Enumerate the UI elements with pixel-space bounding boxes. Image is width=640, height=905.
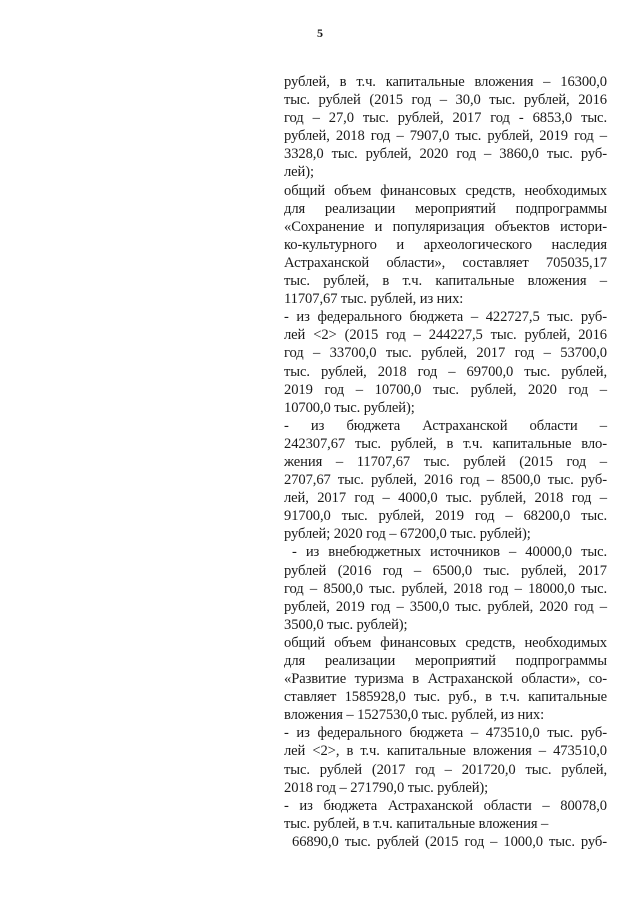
text-line: для реализации мероприятий подпрограммы: [284, 653, 607, 669]
text-line: «Развитие туризма в Астраханской области», со-: [284, 671, 607, 688]
text-line: тыс. рублей, в т.ч. капитальные вложения –: [284, 273, 607, 290]
text-line: 2019 год – 10700,0 тыс. рублей, 2020 год –: [284, 381, 607, 398]
text-line: 10700,0 тыс. рублей);: [284, 399, 415, 416]
text-line: лей <2> (2015 год – 244227,5 тыс. рублей, 2016: [284, 327, 607, 344]
text-line: рублей (2016 год – 6500,0 тыс. рублей, 2017: [284, 562, 607, 579]
page-number: 5: [317, 26, 323, 40]
text-line: лей <2>, в т.ч. капитальные вложения – 473510,0: [284, 743, 607, 760]
text-line: «Сохранение и популяризация объектов истори-: [284, 218, 607, 235]
text-line: 2018 год – 271790,0 тыс. рублей);: [284, 779, 489, 796]
text-line: лей);: [284, 164, 314, 181]
text-line: 91700,0 тыс. рублей, 2019 год – 68200,0 тыс.: [284, 508, 607, 525]
text-line: - из внебюджетных источников – 40000,0 тыс.: [292, 544, 607, 561]
text-line: тыс. рублей, 2018 год – 69700,0 тыс. рублей,: [284, 363, 607, 380]
document-text-column: [284, 73, 607, 851]
text-line: тыс. рублей (2017 год – 201720,0 тыс. рублей,: [284, 761, 607, 778]
text-line: - из федерального бюджета – 473510,0 тыс. руб-: [284, 725, 607, 742]
text-line: ко-культурного и археологического наследия: [284, 236, 607, 253]
text-line: Астраханской области», составляет 705035,17: [284, 254, 607, 271]
text-line: тыс. рублей, в т.ч. капитальные вложения –: [284, 815, 549, 832]
text-line: тыс. рублей (2015 год – 30,0 тыс. рублей, 2016: [284, 92, 607, 109]
text-line: 66890,0 тыс. рублей (2015 год – 1000,0 тыс. руб-: [292, 833, 607, 850]
text-line: - из бюджета Астраханской области – 80078,0: [284, 797, 607, 814]
text-line: рублей, 2018 год – 7907,0 тыс. рублей, 2019 год –: [284, 128, 607, 145]
text-line: жения – 11707,67 тыс. рублей (2015 год –: [284, 453, 607, 470]
text-line: год – 33700,0 тыс. рублей, 2017 год – 53700,0: [284, 345, 607, 362]
text-line: 242307,67 тыс. рублей, в т.ч. капитальные вло-: [284, 435, 607, 452]
text-line: 3328,0 тыс. рублей, 2020 год – 3860,0 тыс. руб-: [284, 146, 607, 163]
text-line: рублей, 2019 год – 3500,0 тыс. рублей, 2020 год –: [284, 598, 607, 615]
text-line: общий объем финансовых средств, необходимых: [284, 634, 607, 651]
text-line: год – 8500,0 тыс. рублей, 2018 год – 18000,0 тыс.: [284, 580, 607, 597]
text-line: год – 27,0 тыс. рублей, 2017 год - 6853,0 тыс.: [284, 110, 607, 127]
text-line: рублей; 2020 год – 67200,0 тыс. рублей);: [284, 526, 531, 543]
text-line: лей, 2017 год – 4000,0 тыс. рублей, 2018 год –: [284, 490, 607, 507]
text-line: 11707,67 тыс. рублей, из них:: [284, 291, 464, 308]
text-line: 2707,67 тыс. рублей, 2016 год – 8500,0 тыс. руб-: [284, 472, 607, 489]
text-line: - из бюджета Астраханской области –: [284, 417, 607, 434]
text-line: - из федерального бюджета – 422727,5 тыс. руб-: [284, 309, 607, 326]
text-line: вложения – 1527530,0 тыс. рублей, из них:: [284, 707, 545, 724]
text-line: для реализации мероприятий подпрограммы: [284, 200, 607, 217]
text-line: рублей, в т.ч. капитальные вложения – 16300,0: [284, 74, 607, 90]
text-line: общий объем финансовых средств, необходимых: [284, 182, 607, 199]
text-line: 3500,0 тыс. рублей);: [284, 616, 408, 633]
text-line: ставляет 1585928,0 тыс. руб., в т.ч. капитальные: [284, 689, 607, 706]
